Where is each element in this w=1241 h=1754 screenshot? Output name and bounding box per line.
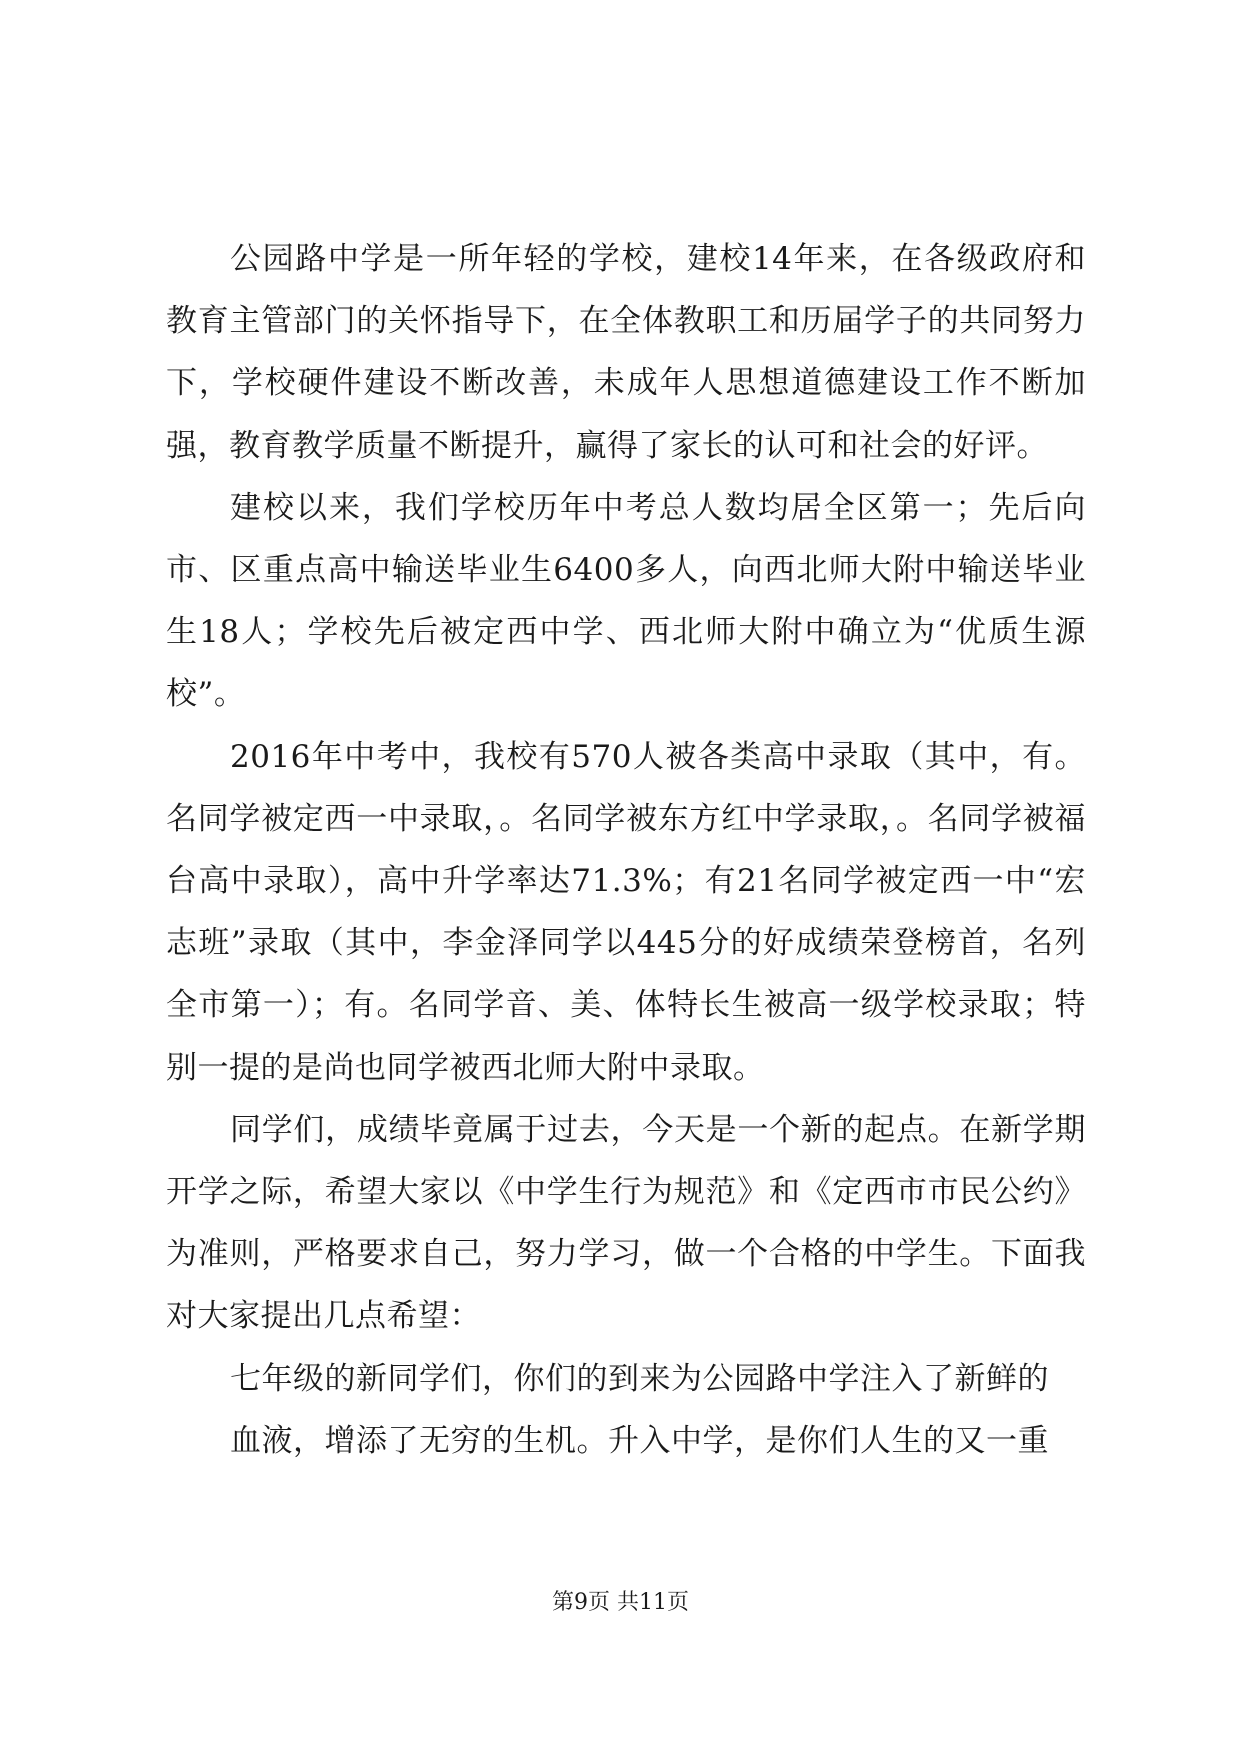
paragraph-history: 建校以来，我们学校历年中考总人数均居全区第一；先后向市、区重点高中输送毕业生6400多人，向西北师大附中输送毕业生18人；学校先后被定西中学、西北师大附中确立为“优质生源校”。 (166, 489, 1086, 713)
paragraph-exam-results: 2016年中考中，我校有570人被各类高中录取（其中，有。名同学被定西一中录取，。名同学被东方红中学录取，。名同学被福台高中录取），高中升学率达71.3%；有21名同学被定西一中“宏志班”录取（其中，李金泽同学以445分的好成绩荣登榜首，名列全市第一）；有。名同学音、美、体特长生被高一级学校录取；特别一提的是尚也同学被西北师大附中录取。 (166, 738, 1086, 1086)
paragraph-new-students: 七年级的新同学们，你们的到来为公园路中学注入了新鲜的 (230, 1360, 1049, 1397)
body-text (166, 228, 1086, 1472)
page-footer (0, 1588, 1241, 1618)
paragraph-continuation: 血液，增添了无穷的生机。升入中学，是你们人生的又一重 (230, 1422, 1049, 1459)
page-number-label: 第9页 共11页 (552, 1590, 689, 1615)
paragraph-school-intro: 公园路中学是一所年轻的学校，建校14年来，在各级政府和教育主管部门的关怀指导下，在全体教职工和历届学子的共同努力下，学校硬件建设不断改善，未成年人思想道德建设工作不断加强，教育教学质量不断提升，赢得了家长的认可和社会的好评。 (166, 241, 1086, 464)
paragraph-hopes: 同学们，成绩毕竟属于过去，今天是一个新的起点。在新学期开学之际，希望大家以《中学生行为规范》和《定西市市民公约》为准则，严格要求自己，努力学习，做一个合格的中学生。下面我对大家提出几点希望： (166, 1111, 1086, 1335)
